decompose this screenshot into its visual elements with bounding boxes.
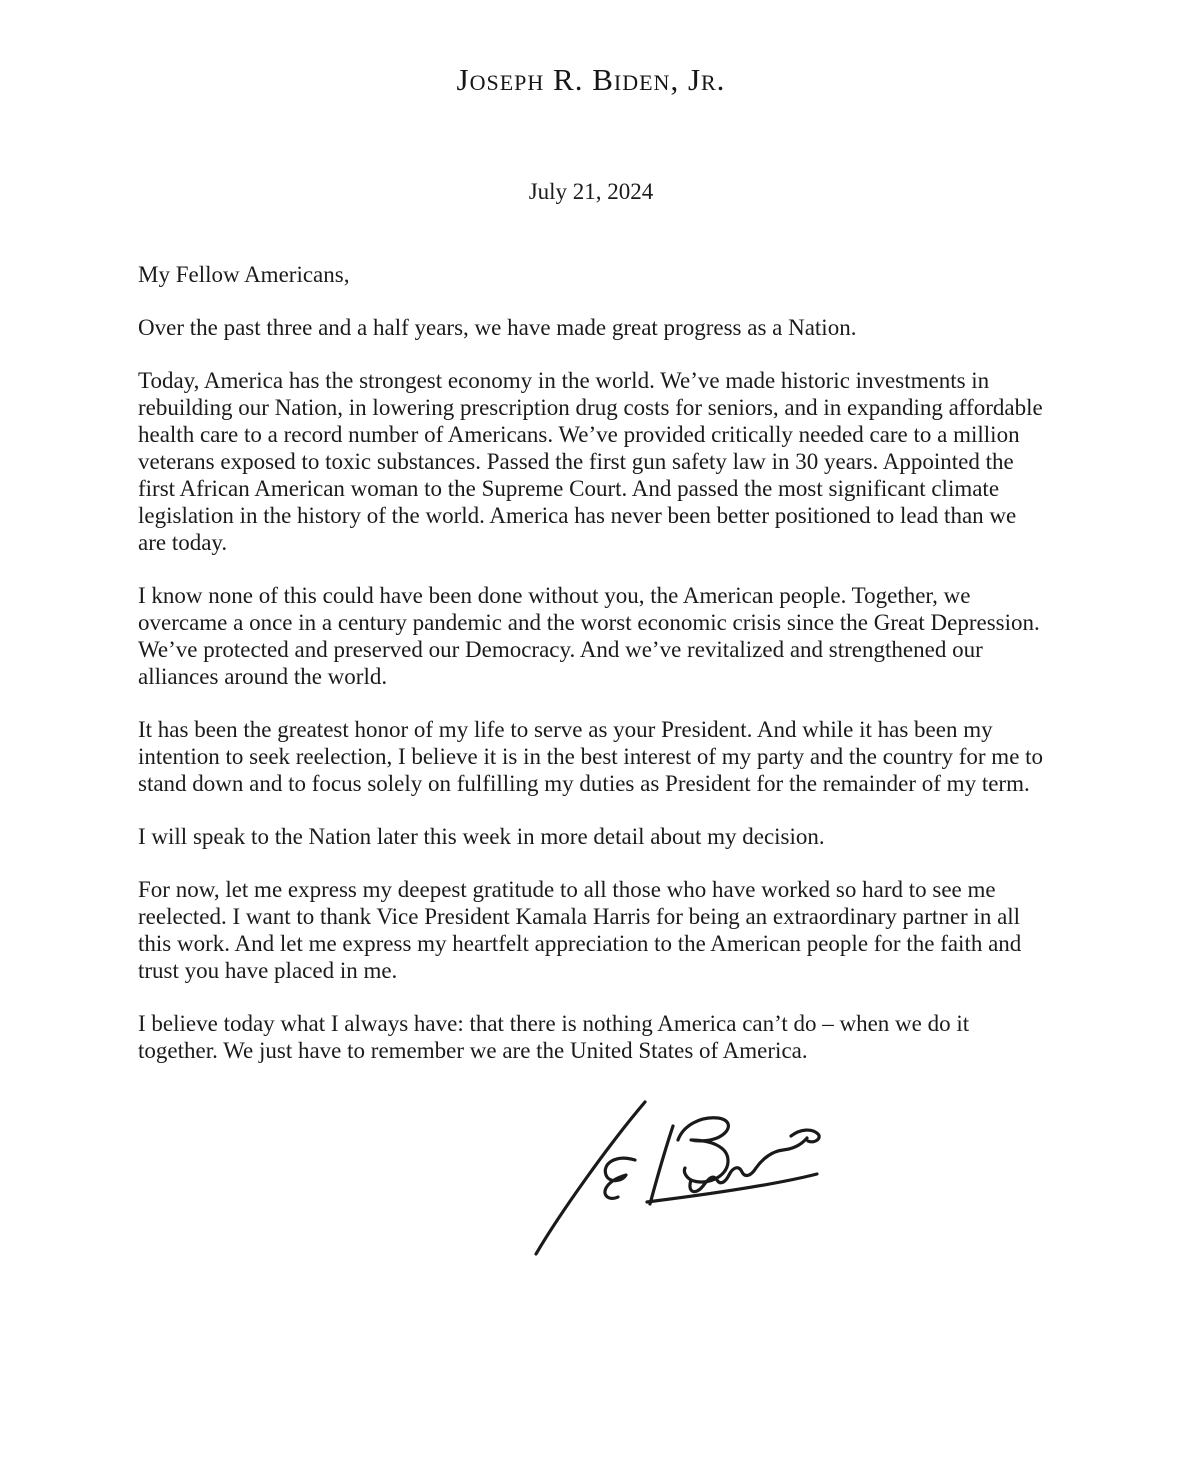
letter-paragraph: I believe today what I always have: that there is nothing America can’t do – when we do it together. We just have to remember we are the United States of America. [138, 1011, 970, 1063]
signature [515, 1088, 845, 1270]
letter-paragraph: Over the past three and a half years, we have made great progress as a Nation. [138, 315, 857, 340]
signature-stroke-icon [515, 1088, 845, 1270]
salutation: My Fellow Americans, [138, 262, 350, 287]
letter-paragraph: I will speak to the Nation later this week in more detail about my decision. [138, 824, 825, 849]
letterhead: Joseph R. Biden, Jr. [456, 62, 726, 97]
letter-paragraph: It has been the greatest honor of my life to serve as your President. And while it has been my intention to seek reelection, I believe it is in the best interest of my party and the country for me to stand down and to focus solely on fulfilling my duties as President for the remainder of my term. [138, 717, 1044, 796]
letter-body [138, 261, 1046, 1064]
letter-date: July 21, 2024 [528, 179, 654, 204]
letter-paragraph: I know none of this could have been done without you, the American people. Together, we overcame a once in a century pandemic and the worst economic crisis since the Great Depression. We’ve protected and preserved our Democracy. And we’ve revitalized and strengthened our alliances around the world. [138, 583, 1040, 689]
letter-paragraph: Today, America has the strongest economy in the world. We’ve made historic investments in rebuilding our Nation, in lowering prescription drug costs for seniors, and in expanding affordable health care to a record number of Americans. We’ve provided critically needed care to a million veterans exposed to toxic substances. Passed the first gun safety law in 30 years. Appointed the first African American woman to the Supreme Court. And passed the most significant climate legislation in the history of the world. America has never been better positioned to lead than we are today. [138, 368, 1043, 555]
letter-paragraph: For now, let me express my deepest gratitude to all those who have worked so hard to see me reelected. I want to thank Vice President Kamala Harris for being an extraordinary partner in all this work. And let me express my heartfelt appreciation to the American people for the faith and trust you have placed in me. [138, 877, 1022, 983]
